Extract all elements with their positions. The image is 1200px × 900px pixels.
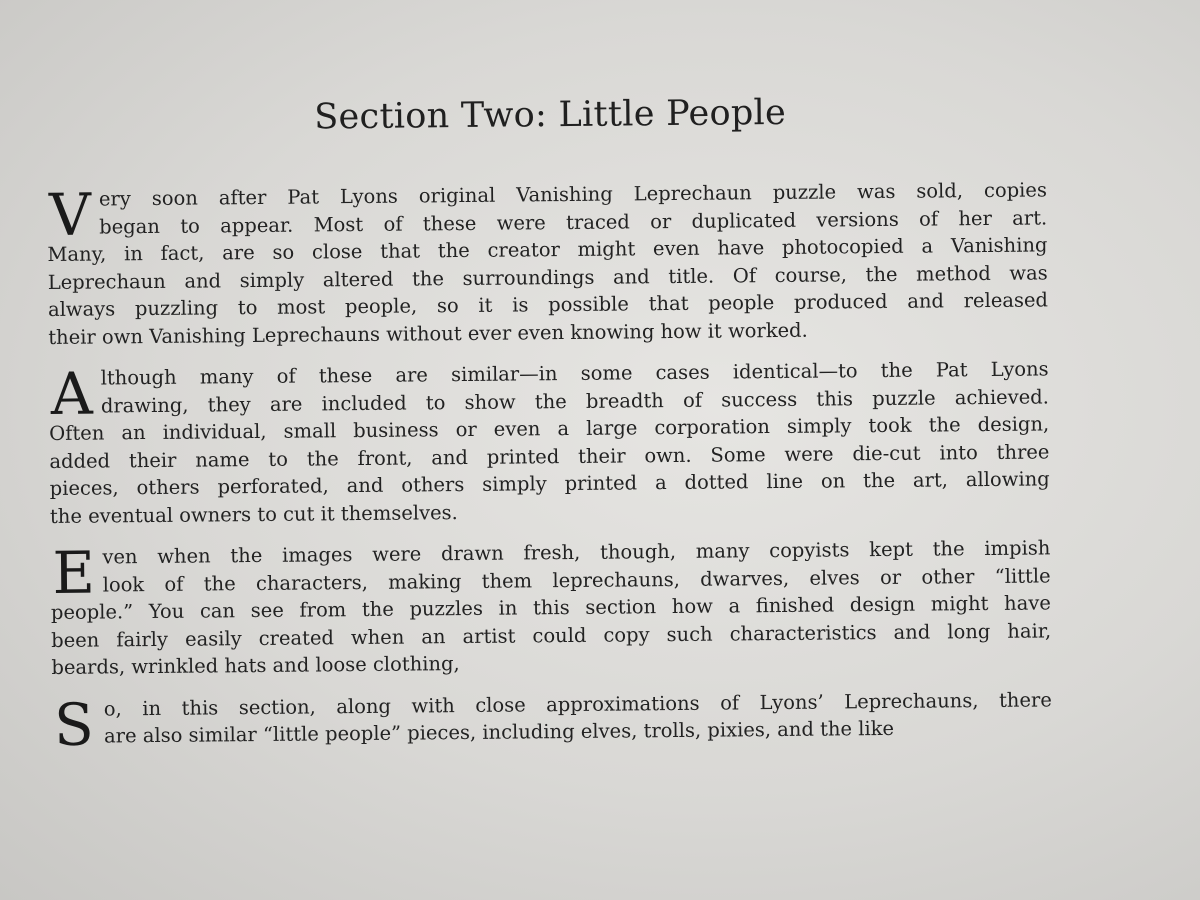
paragraph-1 bbox=[47, 176, 1049, 351]
text-line: ven when the images were drawn fresh, though, many copyists kept the impish bbox=[102, 536, 1051, 569]
text-line: lthough many of these are similar—in some cases identical—to the Pat Lyons bbox=[100, 357, 1049, 390]
drop-cap: S bbox=[53, 690, 95, 759]
drop-cap: V bbox=[48, 180, 92, 249]
text-line: drawing, they are included to show the breadth of success this puzzle achieved. bbox=[100, 384, 1050, 417]
dropcap-row bbox=[52, 686, 1052, 759]
text-line: began to appear. Most of these were traced or duplicated versions of her art. bbox=[99, 205, 1048, 238]
section-title: Section Two: Little People bbox=[314, 92, 787, 138]
text-line: added their name to the front, and printed their own. Some were die-cut into three bbox=[49, 439, 1050, 473]
text-line: pieces, others perforated, and others simply printed a dotted line on the art, allowing bbox=[49, 467, 1050, 500]
dropcap-row bbox=[47, 176, 1048, 249]
text-line: are also similar “little people” pieces, including elves, trolls, pixies, and the like bbox=[103, 716, 895, 748]
paragraph-4 bbox=[52, 686, 1052, 759]
text-line: people.” You can see from the puzzles in this section how a finished design might have bbox=[50, 591, 1051, 624]
text-line: Many, in fact, are so close that the creator might even have photocopied a Vanishing bbox=[47, 233, 1048, 266]
drop-cap: E bbox=[52, 538, 96, 607]
text-line: been fairly easily created when an artist could copy such characteristics and long hair, bbox=[51, 618, 1052, 652]
text-line: their own Vanishing Leprechauns without ever even knowing how it worked. bbox=[48, 318, 808, 349]
text-line: beards, wrinkled hats and loose clothing, bbox=[51, 652, 460, 679]
dropcap-row bbox=[50, 534, 1051, 607]
text-line: Leprechaun and simply altered the surroundings and title. Of course, the method was bbox=[47, 260, 1048, 294]
book-page bbox=[46, 90, 1052, 764]
text-line: Often an individual, small business or even a large corporation simply took the design, bbox=[49, 412, 1050, 445]
text-line: the eventual owners to cut it themselves. bbox=[49, 500, 458, 528]
text-line: always puzzling to most people, so it is possible that people produced and released bbox=[47, 288, 1049, 321]
paragraph-2 bbox=[49, 355, 1051, 530]
text-line: o, in this section, along with close approximations of Lyons’ Leprechauns, there bbox=[103, 687, 1052, 720]
drop-cap: A bbox=[50, 359, 94, 428]
dropcap-row bbox=[49, 355, 1050, 428]
text-line: look of the characters, making them leprechauns, dwarves, elves or other “little bbox=[102, 563, 1051, 596]
text-line: ery soon after Pat Lyons original Vanishing Leprechaun puzzle was sold, copies bbox=[98, 178, 1048, 211]
paragraph-3 bbox=[50, 534, 1051, 681]
